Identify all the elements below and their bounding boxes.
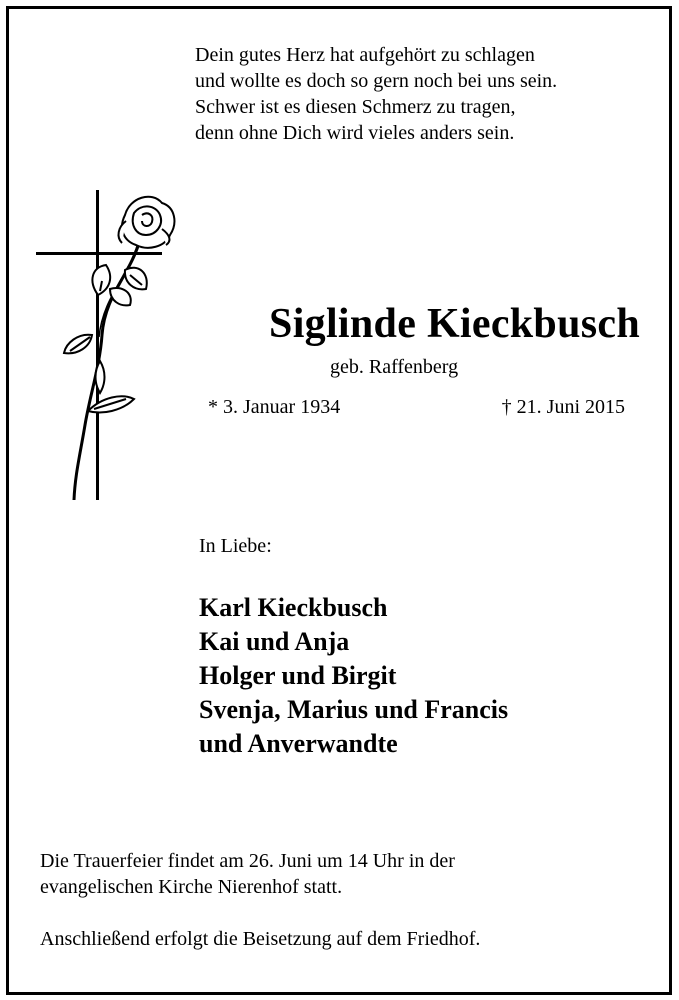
funeral-notice (40, 848, 455, 900)
poem-line: Schwer ist es diesen Schmerz zu tragen, (195, 96, 516, 118)
memorial-poem (195, 42, 557, 146)
funeral-line: evangelischen Kirche Nierenhof statt. (40, 876, 343, 898)
mourners-list (199, 591, 508, 761)
funeral-line: Die Trauerfeier findet am 26. Juni um 14 Uhr in der (40, 850, 455, 872)
death-date: † 21. Juni 2015 (501, 396, 625, 418)
mourner-name: Kai und Anja (199, 627, 350, 656)
poem-line: Dein gutes Herz hat aufgehört zu schlagen (195, 44, 535, 66)
deceased-name: Siglinde Kieckbusch (269, 301, 640, 347)
burial-notice: Anschließend erfolgt die Beisetzung auf dem Friedhof. (40, 928, 481, 950)
poem-line: und wollte es doch so gern noch bei uns sein. (195, 70, 558, 92)
maiden-name: geb. Raffenberg (330, 356, 459, 378)
mourner-name: Holger und Birgit (199, 661, 397, 690)
mourner-name: und Anverwandte (199, 729, 398, 758)
mourner-name: Karl Kieckbusch (199, 593, 388, 622)
mourners-intro: In Liebe: (199, 535, 272, 557)
poem-line: denn ohne Dich wird vieles anders sein. (195, 122, 515, 144)
birth-date: * 3. Januar 1934 (208, 396, 341, 418)
mourner-name: Svenja, Marius und Francis (199, 695, 509, 724)
